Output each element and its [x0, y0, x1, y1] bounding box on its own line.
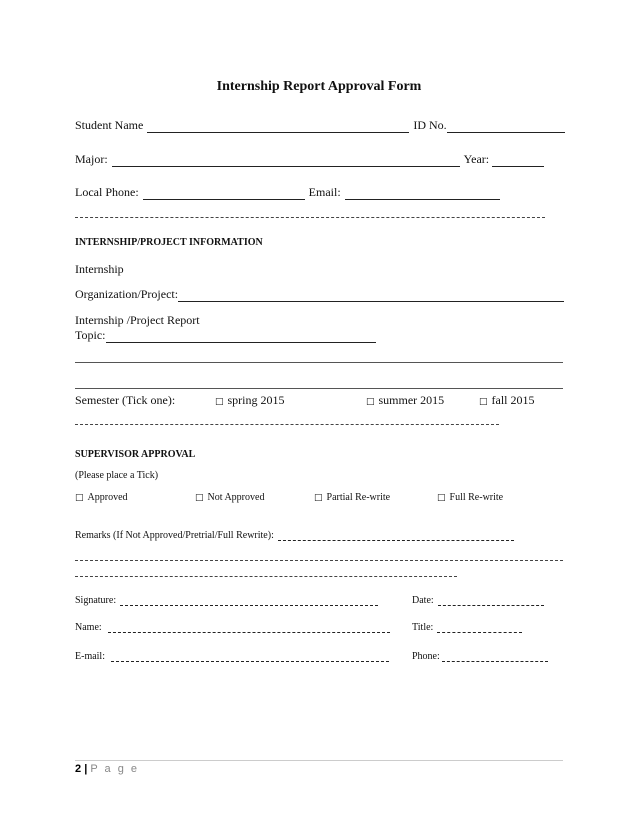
supervisor-phone-field[interactable] — [442, 660, 548, 662]
checkbox-icon[interactable]: □ — [215, 397, 224, 407]
supervisor-email-field[interactable] — [111, 660, 389, 662]
option-approved[interactable] — [75, 492, 128, 503]
option-approved-label: Approved — [87, 492, 128, 503]
email-label: Email: — [308, 185, 341, 199]
supervisor-name-label: Name: — [75, 622, 102, 633]
date-label: Date: — [412, 595, 434, 606]
topic-label-line1: Internship /Project Report — [75, 313, 200, 327]
semester-option-fall-label: fall 2015 — [491, 393, 535, 407]
supervisor-email-label: E-mail: — [75, 651, 105, 662]
major-row — [75, 152, 544, 167]
title-field[interactable] — [437, 631, 522, 633]
organization-field[interactable] — [178, 300, 564, 302]
remarks-field[interactable] — [278, 539, 514, 541]
date-field[interactable] — [438, 604, 544, 606]
option-not-approved[interactable] — [195, 492, 264, 503]
semester-divider — [75, 424, 499, 425]
local-phone-label: Local Phone: — [75, 185, 139, 199]
supervisor-phone-label: Phone: — [412, 651, 440, 662]
organization-label-line2: Organization/Project: — [75, 287, 179, 301]
id-field[interactable] — [447, 131, 565, 133]
checkbox-icon[interactable]: □ — [195, 493, 204, 503]
remarks-label: Remarks (If Not Approved/Pretrial/Full Rewrite): — [75, 530, 274, 541]
remarks-line-2[interactable] — [75, 560, 563, 561]
supervisor-email-row — [75, 651, 389, 662]
date-row — [412, 595, 544, 606]
checkbox-icon[interactable]: □ — [75, 493, 84, 503]
local-phone-field[interactable] — [143, 198, 305, 200]
email-field[interactable] — [345, 198, 500, 200]
id-label: ID No. — [413, 118, 447, 132]
year-field[interactable] — [492, 165, 544, 167]
semester-option-spring[interactable] — [215, 393, 285, 408]
supervisor-name-field[interactable] — [108, 631, 390, 633]
student-name-field[interactable] — [147, 131, 409, 133]
supervisor-heading: SUPERVISOR APPROVAL — [75, 449, 196, 460]
option-full-rewrite[interactable] — [437, 492, 503, 503]
section-divider — [75, 217, 545, 218]
option-not-approved-label: Not Approved — [207, 492, 265, 503]
semester-option-summer-label: summer 2015 — [378, 393, 445, 407]
major-label: Major: — [75, 152, 108, 166]
semester-label: Semester (Tick one): — [75, 393, 176, 407]
checkbox-icon[interactable]: □ — [437, 493, 446, 503]
topic-field[interactable] — [106, 341, 376, 343]
signature-field[interactable] — [120, 604, 378, 606]
organization-label-line1: Internship — [75, 262, 124, 276]
footer-divider — [75, 760, 563, 761]
phone-email-row — [75, 185, 500, 200]
tick-instruction: (Please place a Tick) — [75, 470, 159, 481]
page-footer — [75, 763, 139, 775]
option-full-rewrite-label: Full Re-write — [449, 492, 504, 503]
signature-row — [75, 595, 378, 606]
major-field[interactable] — [112, 165, 460, 167]
internship-heading: INTERNSHIP/PROJECT INFORMATION — [75, 237, 263, 248]
option-partial-rewrite[interactable] — [314, 492, 390, 503]
remarks-line-3[interactable] — [75, 576, 457, 577]
topic-row — [75, 328, 376, 343]
signature-label: Signature: — [75, 595, 117, 606]
organization-row — [75, 287, 564, 302]
option-partial-rewrite-label: Partial Re-write — [326, 492, 391, 503]
title-row — [412, 622, 522, 633]
supervisor-name-row — [75, 622, 390, 633]
student-name-row — [75, 118, 565, 133]
topic-label-line2: Topic: — [75, 328, 106, 342]
topic-continuation-line-2[interactable] — [75, 388, 563, 389]
page-number: 2 — [75, 763, 82, 775]
form-title: Internship Report Approval Form — [216, 79, 422, 94]
checkbox-icon[interactable]: □ — [314, 493, 323, 503]
checkbox-icon[interactable]: □ — [366, 397, 375, 407]
supervisor-phone-row — [412, 651, 548, 662]
year-label: Year: — [463, 152, 490, 166]
semester-option-summer[interactable] — [366, 393, 444, 408]
topic-continuation-line-1[interactable] — [75, 362, 563, 363]
title-label: Title: — [412, 622, 434, 633]
semester-option-fall[interactable] — [479, 393, 535, 408]
remarks-row — [75, 530, 514, 541]
footer-separator: | — [84, 763, 88, 775]
student-name-label: Student Name — [75, 118, 144, 132]
semester-option-spring-label: spring 2015 — [227, 393, 285, 407]
checkbox-icon[interactable]: □ — [479, 397, 488, 407]
page-word: P a g e — [90, 763, 139, 775]
